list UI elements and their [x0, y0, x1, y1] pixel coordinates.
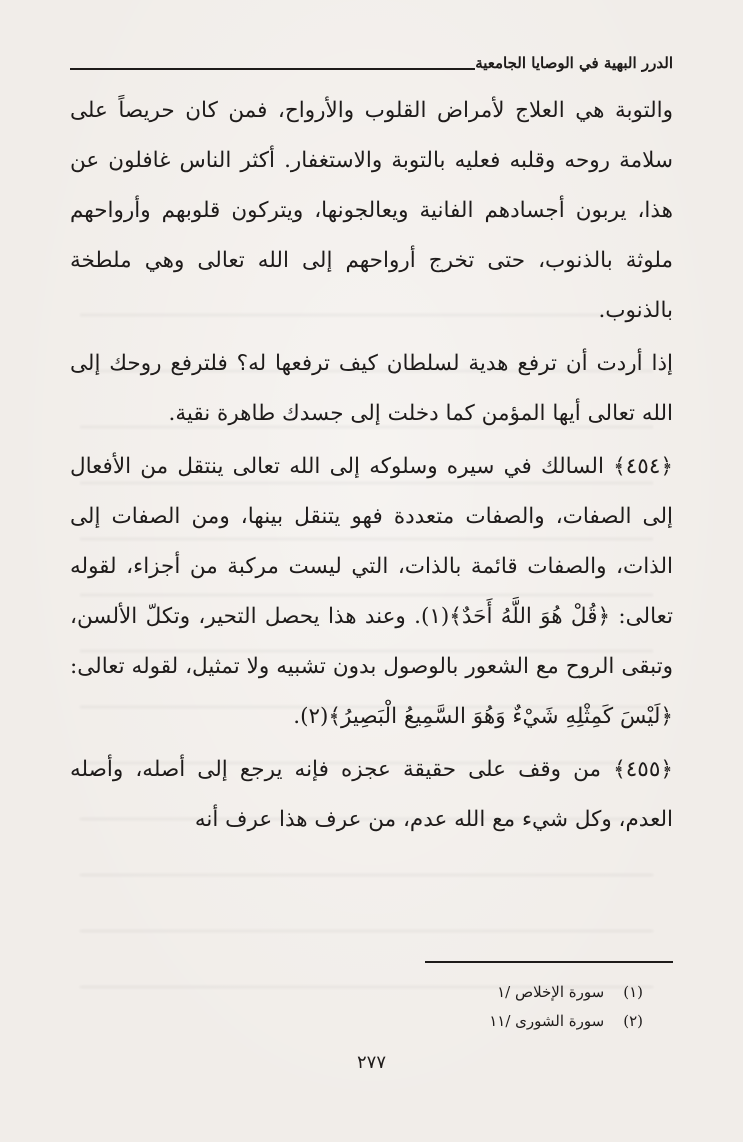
running-header: [70, 54, 673, 76]
book-title: الدرر البهية في الوصايا الجامعية: [475, 54, 673, 72]
footnote: [489, 978, 643, 1007]
paragraph: إذا أردت أن ترفع هدية لسلطان كيف ترفعها له؟ فلترفع روحك إلى الله تعالى أيها المؤمن كما دخلت إلى جسدك طاهرة نقية.: [70, 351, 673, 426]
paragraph: والتوبة هي العلاج لأمراض القلوب والأرواح، فمن كان حريصاً على سلامة روحه وقلبه فعليه بالتوبة والاستغفار. أكثر الناس غافلون عن هذا، يربون أجسادهم الفانية ويعالجونها، ويتركون قلوبهم وأرواحهم ملوثة بالذنوب، حتى تخرج أرواحهم إلى الله تعالى وهي ملطخة بالذنوب.: [70, 98, 673, 323]
footnote: [489, 1007, 643, 1036]
paragraph: ﴿٤٥٥﴾ من وقف على حقيقة عجزه فإنه يرجع إلى أصله، وأصله العدم، وكل شيء مع الله عدم، من عرف هذا عرف أنه: [70, 757, 673, 832]
footnote-text: سورة الشورى /١١: [489, 1012, 605, 1030]
main-text: [70, 86, 673, 845]
footnotes: [489, 978, 643, 1036]
footnote-rule: [425, 961, 673, 963]
footnote-number: (١): [623, 983, 643, 1001]
paragraph: ﴿٤٥٤﴾ السالك في سيره وسلوكه إلى الله تعالى ينتقل من الأفعال إلى الصفات، والصفات متعددة فهو يتنقل بينها، ومن الصفات إلى الذات، والصفات قائمة بالذات، التي ليست مركبة من أجزاء، لقوله تعالى: ﴿قُلْ هُوَ اللَّهُ أَحَدٌ﴾(١). وعند هذا يحصل التحير، وتكلّ الألسن، وتبقى الروح مع الشعور بالوصول بدون تشبيه ولا تمثيل، لقوله تعالى: ﴿لَيْسَ كَمِثْلِهِ شَيْءٌ وَهُوَ السَّمِيعُ الْبَصِيرُ﴾(٢).: [70, 454, 673, 729]
page-number: ٢٧٧: [356, 1052, 386, 1073]
header-rule: [70, 68, 475, 70]
footnote-text: سورة الإخلاص /١: [497, 983, 605, 1001]
footnote-number: (٢): [623, 1012, 643, 1030]
